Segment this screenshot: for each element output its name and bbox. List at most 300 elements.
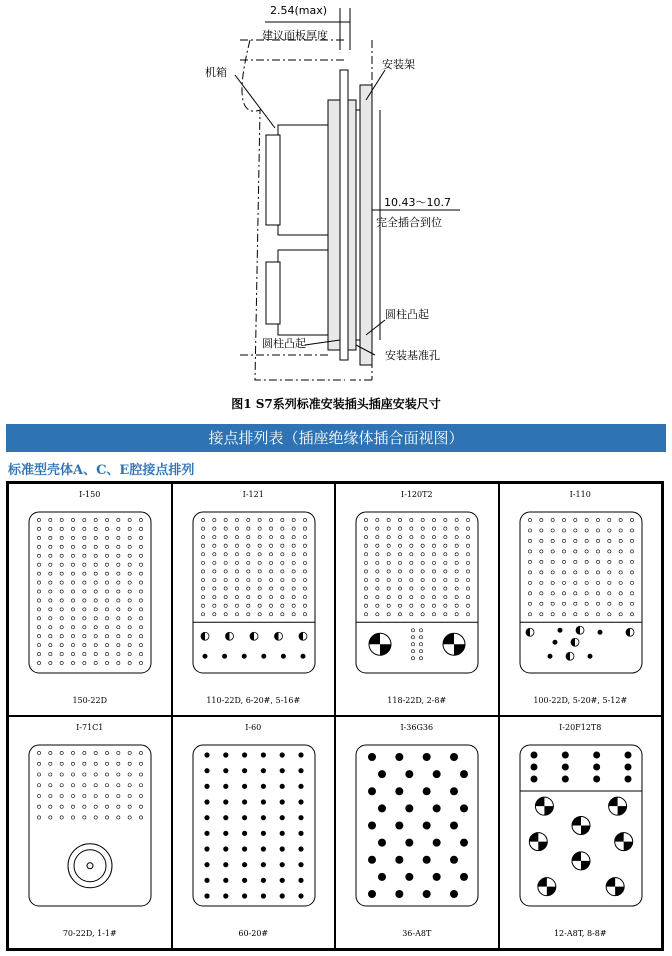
contact <box>139 563 142 566</box>
contact <box>387 570 390 573</box>
contact <box>607 581 610 584</box>
contact <box>432 527 435 530</box>
contact <box>139 784 142 787</box>
contact <box>269 544 272 547</box>
contact <box>49 784 52 787</box>
contact <box>117 794 120 797</box>
contact <box>37 518 40 521</box>
contact <box>224 604 227 607</box>
contact <box>630 518 633 521</box>
contact <box>242 815 247 820</box>
contact <box>60 644 63 647</box>
contact <box>139 751 142 754</box>
contact <box>539 581 542 584</box>
contact <box>71 635 74 638</box>
contact <box>235 613 238 616</box>
contact <box>242 799 247 804</box>
contact <box>624 764 631 771</box>
contact <box>246 613 249 616</box>
contact <box>411 629 414 632</box>
contact <box>241 654 246 659</box>
contact <box>60 536 63 539</box>
contact <box>128 773 131 776</box>
contact <box>60 762 63 765</box>
contact <box>387 561 390 564</box>
contact <box>105 608 108 611</box>
contact <box>49 652 52 655</box>
contact <box>585 602 588 605</box>
contact <box>201 587 204 590</box>
contact <box>223 893 228 898</box>
contact <box>547 654 552 659</box>
contact <box>71 545 74 548</box>
contact <box>94 661 97 664</box>
contact <box>387 544 390 547</box>
contact <box>432 587 435 590</box>
contact <box>212 587 215 590</box>
insert-outline <box>29 512 151 673</box>
contact <box>105 518 108 521</box>
layout-footer: 60-20# <box>238 929 269 938</box>
contact <box>387 596 390 599</box>
contact <box>260 799 265 804</box>
contact <box>128 661 131 664</box>
contact <box>105 554 108 557</box>
contact <box>139 644 142 647</box>
layout-footer: 12-A8T, 8-8# <box>553 929 607 938</box>
contact <box>60 784 63 787</box>
contact <box>60 805 63 808</box>
contact <box>105 805 108 808</box>
contact <box>260 878 265 883</box>
contact <box>83 572 86 575</box>
contact <box>37 805 40 808</box>
contact <box>562 571 565 574</box>
contact <box>444 553 447 556</box>
contact <box>94 608 97 611</box>
contact <box>49 773 52 776</box>
contact <box>105 545 108 548</box>
contact <box>49 581 52 584</box>
contact <box>395 856 403 864</box>
contact <box>364 527 367 530</box>
contact <box>279 784 284 789</box>
contact <box>235 570 238 573</box>
contact <box>117 545 120 548</box>
contact <box>117 816 120 819</box>
contact <box>561 752 568 759</box>
contact <box>49 617 52 620</box>
contact <box>235 587 238 590</box>
contact <box>460 839 468 847</box>
contact <box>83 816 86 819</box>
contact <box>128 545 131 548</box>
contact <box>223 846 228 851</box>
contact <box>573 560 576 563</box>
contact <box>551 518 554 521</box>
contact <box>450 890 458 898</box>
contact <box>419 629 422 632</box>
contact <box>395 822 403 830</box>
contact <box>71 518 74 521</box>
contact <box>105 794 108 797</box>
contact <box>292 553 295 556</box>
contact <box>269 536 272 539</box>
contact <box>444 544 447 547</box>
contact <box>455 561 458 564</box>
contact <box>94 617 97 620</box>
contact <box>204 862 209 867</box>
layout-title: I-121 <box>242 490 264 499</box>
contact <box>242 752 247 757</box>
contact <box>303 518 306 521</box>
contact <box>128 599 131 602</box>
contact <box>224 553 227 556</box>
contact <box>235 596 238 599</box>
contact <box>235 604 238 607</box>
contact <box>562 592 565 595</box>
contact <box>260 784 265 789</box>
layout-cell <box>335 716 499 949</box>
contact <box>139 794 142 797</box>
contact <box>258 596 261 599</box>
contact <box>596 581 599 584</box>
contact <box>607 550 610 553</box>
contact <box>117 572 120 575</box>
contact <box>71 536 74 539</box>
contact <box>421 570 424 573</box>
contact <box>280 561 283 564</box>
contact <box>128 652 131 655</box>
contact <box>585 613 588 616</box>
contact <box>204 893 209 898</box>
contact <box>246 518 249 521</box>
contact <box>597 630 602 635</box>
contact <box>128 608 131 611</box>
contact <box>530 764 537 771</box>
contact <box>528 592 531 595</box>
contact <box>212 604 215 607</box>
contact <box>117 644 120 647</box>
contact <box>37 816 40 819</box>
contact <box>364 570 367 573</box>
contact <box>94 554 97 557</box>
contact <box>37 581 40 584</box>
contact <box>60 599 63 602</box>
contact <box>71 572 74 575</box>
contact <box>71 816 74 819</box>
contact <box>444 561 447 564</box>
contact <box>242 893 247 898</box>
contact <box>128 554 131 557</box>
contact <box>49 545 52 548</box>
contact <box>49 644 52 647</box>
contact <box>235 561 238 564</box>
contact <box>204 831 209 836</box>
contact <box>83 652 86 655</box>
contact <box>37 762 40 765</box>
contact <box>551 613 554 616</box>
contact <box>303 570 306 573</box>
contact <box>49 635 52 638</box>
contact <box>596 539 599 542</box>
contact <box>455 613 458 616</box>
contact <box>60 572 63 575</box>
contact <box>60 816 63 819</box>
contact <box>105 751 108 754</box>
contact <box>300 654 305 659</box>
contact <box>466 613 469 616</box>
contact <box>105 581 108 584</box>
contact <box>117 751 120 754</box>
contact <box>298 768 303 773</box>
contact <box>292 527 295 530</box>
contact <box>528 529 531 532</box>
max-dimension-label: 2.54(max) <box>270 4 328 17</box>
contact <box>258 561 261 564</box>
contact <box>37 626 40 629</box>
contact <box>60 590 63 593</box>
contact <box>619 539 622 542</box>
contact <box>235 553 238 556</box>
contact <box>269 518 272 521</box>
contact <box>139 536 142 539</box>
contact <box>71 805 74 808</box>
contact <box>212 578 215 581</box>
contact <box>466 553 469 556</box>
contact <box>212 561 215 564</box>
layout-cell <box>8 483 172 716</box>
contact <box>212 570 215 573</box>
contact <box>421 518 424 521</box>
contact <box>561 776 568 783</box>
contact <box>258 613 261 616</box>
contact <box>117 599 120 602</box>
contact <box>596 550 599 553</box>
contact <box>528 571 531 574</box>
contact <box>83 762 86 765</box>
contact <box>37 617 40 620</box>
contact <box>204 815 209 820</box>
contact <box>37 545 40 548</box>
contact <box>421 527 424 530</box>
contact <box>376 613 379 616</box>
contact <box>71 644 74 647</box>
contact <box>411 657 414 660</box>
contact <box>280 553 283 556</box>
contact <box>410 604 413 607</box>
contact <box>528 613 531 616</box>
contact <box>139 773 142 776</box>
layout-cell <box>499 716 663 949</box>
contact <box>269 561 272 564</box>
contact <box>364 536 367 539</box>
contact <box>298 815 303 820</box>
contact <box>619 613 622 616</box>
contact <box>204 784 209 789</box>
contact <box>624 776 631 783</box>
contact <box>410 518 413 521</box>
contact <box>280 518 283 521</box>
contact <box>528 602 531 605</box>
contact <box>607 571 610 574</box>
contact <box>573 518 576 521</box>
contact <box>444 613 447 616</box>
contact <box>368 822 376 830</box>
contact <box>222 654 227 659</box>
contact <box>455 527 458 530</box>
contact <box>105 816 108 819</box>
contact <box>60 581 63 584</box>
contact <box>83 661 86 664</box>
contact <box>423 890 431 898</box>
contact <box>280 544 283 547</box>
contact <box>71 581 74 584</box>
contact <box>376 587 379 590</box>
contact <box>242 784 247 789</box>
contact <box>444 604 447 607</box>
contact <box>619 550 622 553</box>
contact <box>242 846 247 851</box>
contact <box>212 518 215 521</box>
contact <box>585 560 588 563</box>
contact <box>460 804 468 812</box>
contact <box>410 578 413 581</box>
contact <box>444 596 447 599</box>
layout-footer: 70-22D, 1-1# <box>62 929 117 938</box>
contact <box>269 596 272 599</box>
contact <box>117 762 120 765</box>
contact <box>619 518 622 521</box>
contact <box>94 794 97 797</box>
contact <box>410 553 413 556</box>
contact <box>279 878 284 883</box>
contact <box>585 592 588 595</box>
contact <box>405 839 413 847</box>
contact <box>619 571 622 574</box>
contact <box>105 572 108 575</box>
contact <box>368 787 376 795</box>
contact <box>83 635 86 638</box>
contact <box>269 578 272 581</box>
contact <box>585 518 588 521</box>
contact <box>410 536 413 539</box>
contact <box>128 794 131 797</box>
insert-face <box>500 484 662 715</box>
contact <box>60 617 63 620</box>
contact <box>395 753 403 761</box>
contact <box>421 578 424 581</box>
contact <box>83 608 86 611</box>
contact <box>630 571 633 574</box>
contact <box>364 604 367 607</box>
contact <box>280 596 283 599</box>
contact <box>49 527 52 530</box>
contact <box>94 816 97 819</box>
contact <box>466 604 469 607</box>
contact <box>71 608 74 611</box>
contact <box>368 856 376 864</box>
contact <box>398 527 401 530</box>
contact <box>528 550 531 553</box>
contact <box>607 539 610 542</box>
contact <box>223 799 228 804</box>
contact <box>224 596 227 599</box>
panel-thickness-label: 建议面板厚度 <box>262 29 328 42</box>
cylinder-boss-right-label: 圆柱凸起 <box>385 308 429 321</box>
contact <box>421 613 424 616</box>
contact <box>387 536 390 539</box>
contact <box>292 587 295 590</box>
contact <box>37 599 40 602</box>
contact <box>49 608 52 611</box>
contact <box>279 815 284 820</box>
contact <box>562 529 565 532</box>
contact <box>539 529 542 532</box>
contact <box>596 571 599 574</box>
contact <box>364 518 367 521</box>
contact <box>539 560 542 563</box>
contact <box>619 581 622 584</box>
contact <box>562 550 565 553</box>
layout-title: I-110 <box>569 490 591 499</box>
contact <box>105 626 108 629</box>
layout-title: I-36G36 <box>400 723 434 732</box>
insert-face <box>173 484 335 715</box>
contact <box>444 578 447 581</box>
contact <box>398 518 401 521</box>
contact <box>539 518 542 521</box>
contact <box>376 544 379 547</box>
contact <box>292 518 295 521</box>
contact <box>596 560 599 563</box>
contact <box>260 815 265 820</box>
contact <box>258 544 261 547</box>
contact <box>94 536 97 539</box>
insert-face <box>500 717 662 948</box>
contact <box>139 626 142 629</box>
contact <box>410 596 413 599</box>
insert-face <box>173 717 335 948</box>
contact <box>466 561 469 564</box>
contact <box>303 604 306 607</box>
contact <box>83 617 86 620</box>
cylinder-boss-left-label: 圆柱凸起 <box>262 337 306 350</box>
contact <box>60 635 63 638</box>
contact <box>105 661 108 664</box>
contact <box>94 773 97 776</box>
contact <box>83 581 86 584</box>
contact <box>410 613 413 616</box>
contact <box>444 587 447 590</box>
contact <box>387 518 390 521</box>
contact <box>60 545 63 548</box>
contact <box>630 613 633 616</box>
contact <box>303 587 306 590</box>
contact <box>139 762 142 765</box>
contact <box>298 878 303 883</box>
contact <box>619 560 622 563</box>
contact <box>432 544 435 547</box>
contact <box>37 590 40 593</box>
contact <box>37 554 40 557</box>
contact <box>292 604 295 607</box>
connector-mounting-diagram <box>0 0 672 390</box>
contact <box>139 527 142 530</box>
contact <box>260 831 265 836</box>
contact <box>94 751 97 754</box>
contact <box>433 839 441 847</box>
